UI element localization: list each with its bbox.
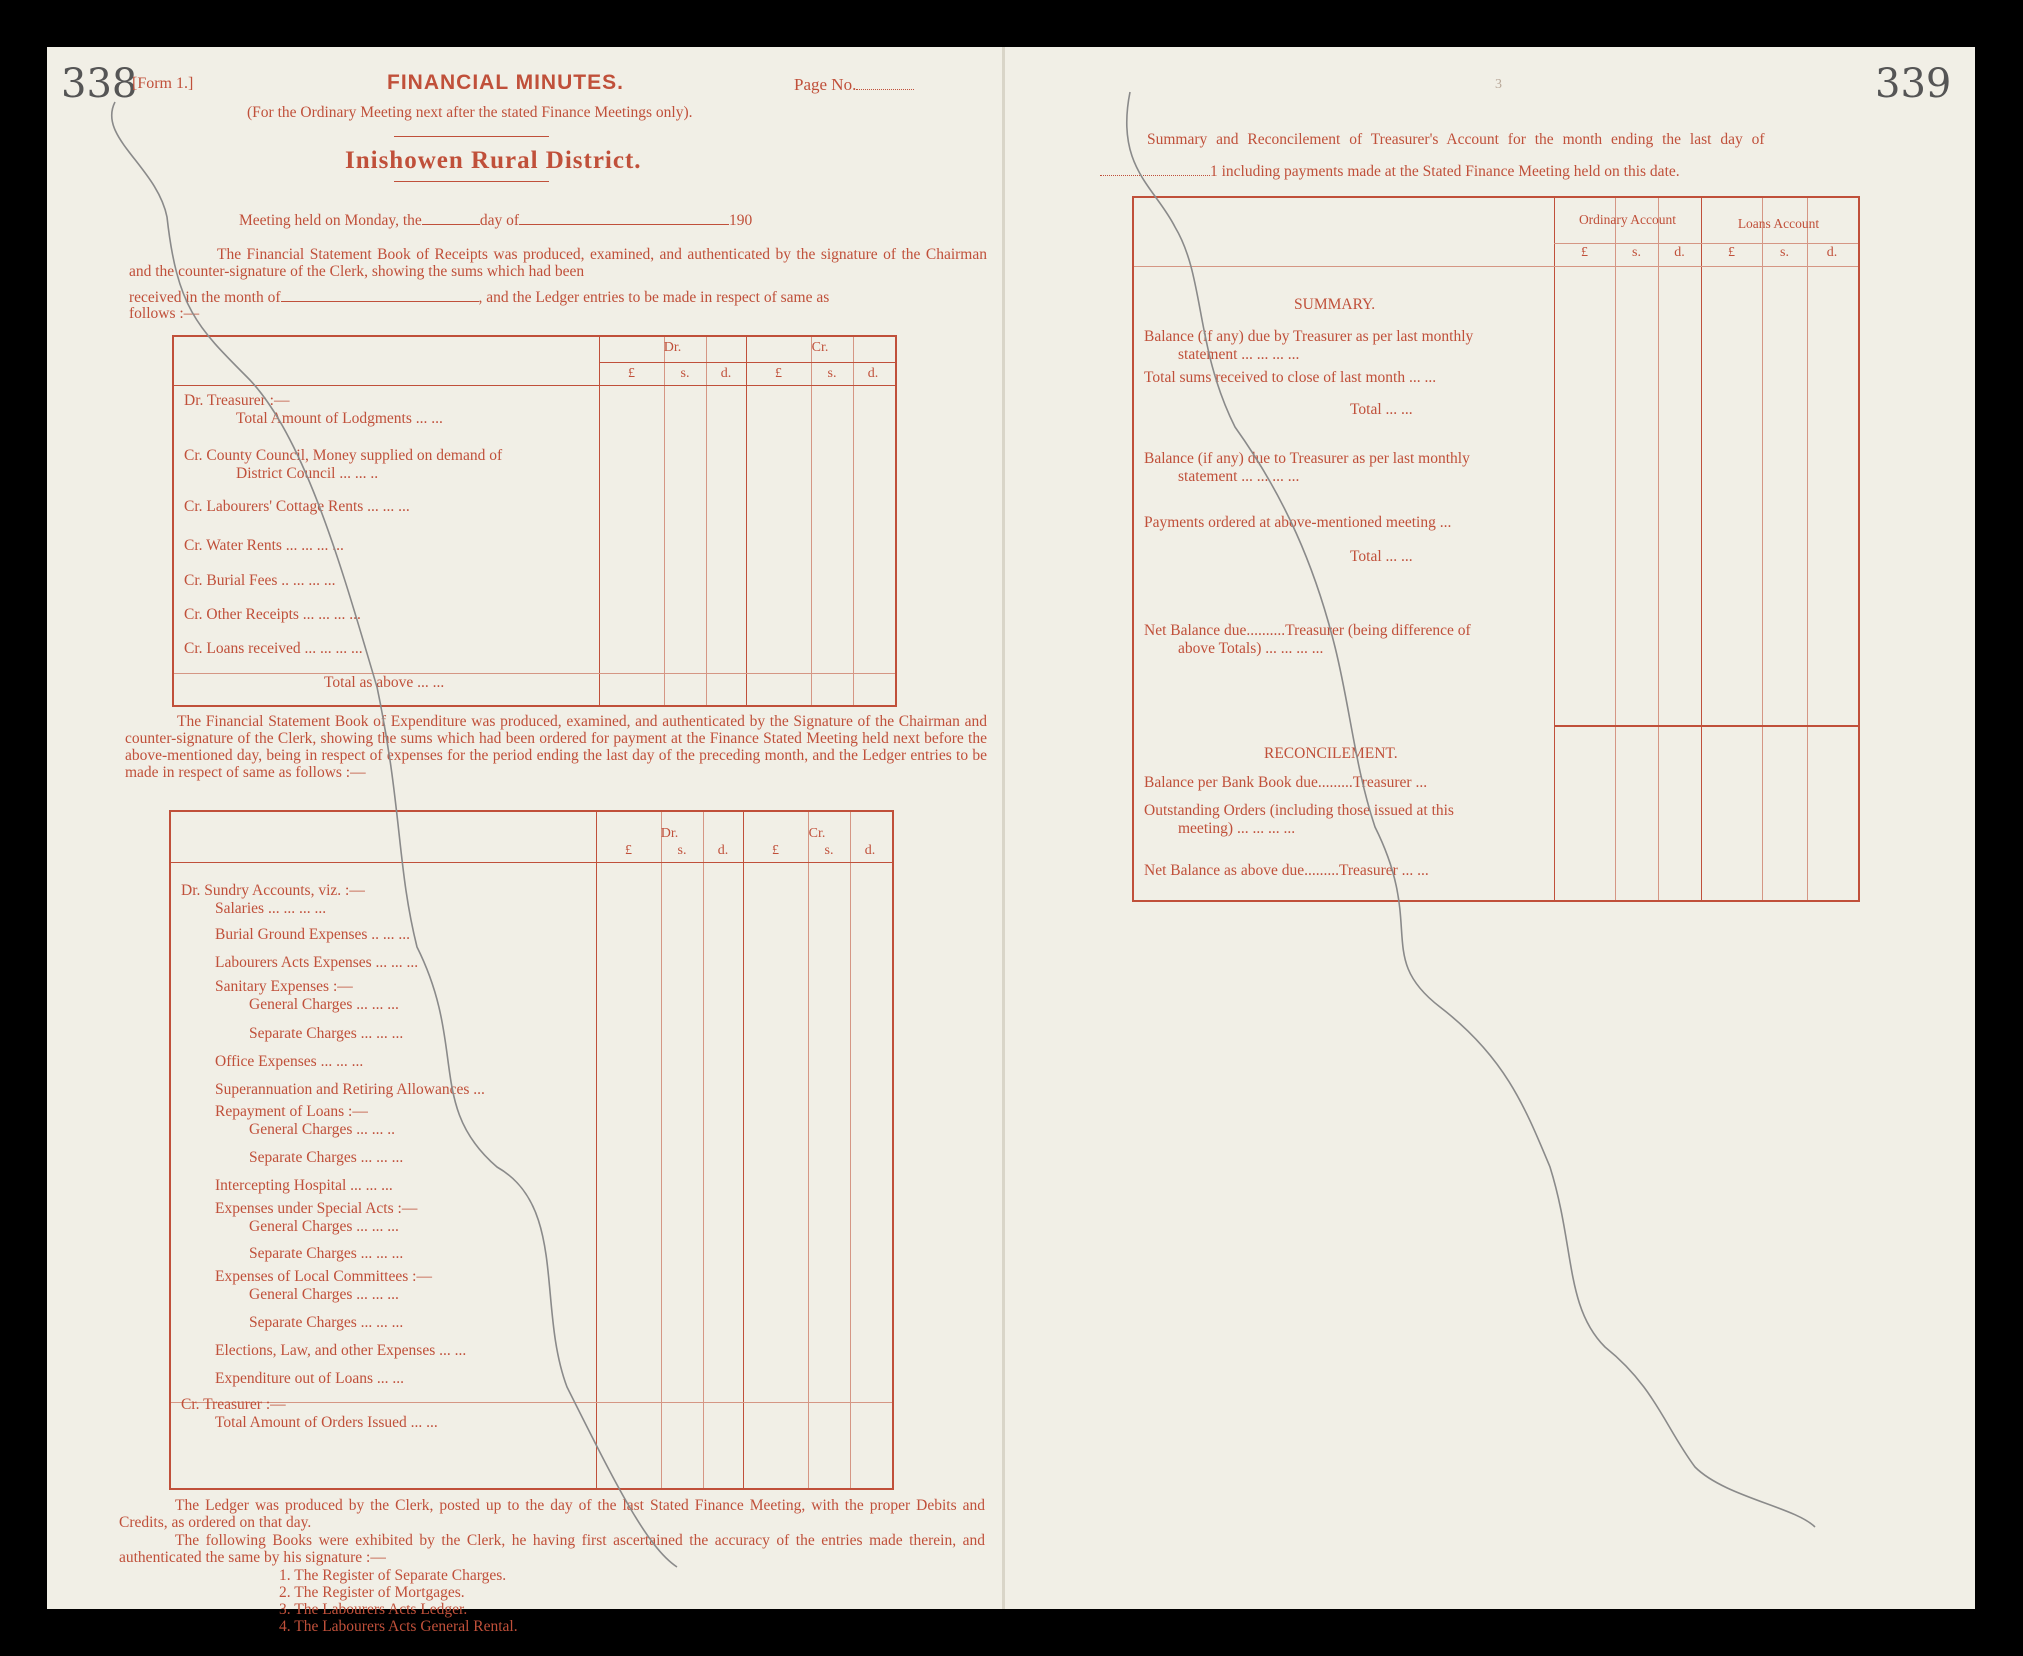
- district-title: Inishowen Rural District.: [345, 147, 642, 174]
- summary-heading: SUMMARY.: [1294, 296, 1376, 313]
- receipts-month-line: received in the month of , and the Ledger entries to be made in respect of same as: [129, 289, 830, 306]
- pounds-col: £: [775, 366, 782, 381]
- meeting-line: Meeting held on Monday, the day of 190: [239, 212, 753, 229]
- table-row-total: Total as above ... ...: [324, 674, 445, 691]
- shillings-col: s.: [824, 843, 834, 858]
- table-row: Intercepting Hospital ... ... ...: [215, 1177, 393, 1194]
- reconcilement-heading: RECONCILEMENT.: [1264, 745, 1398, 762]
- ledger-paragraph: The Ledger was produced by the Clerk, posted up to the day of the last Stated Finance Meeting, with the proper Debits and Credits, as ordered on that day.: [119, 1497, 985, 1531]
- table-row: Repayment of Loans :— General Charges ... ... ..: [215, 1103, 396, 1138]
- pounds-col: £: [1581, 245, 1588, 260]
- table-row: Expenditure out of Loans ... ...: [215, 1370, 404, 1387]
- shillings-col: s.: [1780, 245, 1789, 260]
- cr-header: Cr.: [811, 340, 829, 355]
- table-row: Office Expenses ... ... ...: [215, 1053, 364, 1070]
- pence-col: d.: [867, 366, 879, 381]
- table-row: Expenses under Special Acts :— General Charges ... ... ...: [215, 1200, 418, 1235]
- faint-page-number: 3: [1495, 77, 1502, 92]
- pence-col: d.: [864, 843, 876, 858]
- table-row: Dr. Sundry Accounts, viz. :— Salaries ... ... ... ...: [181, 882, 365, 917]
- pounds-col: £: [772, 843, 779, 858]
- pounds-col: £: [625, 843, 632, 858]
- pencil-cross-out-line: [1005, 47, 1975, 1609]
- expenditure-paragraph: The Financial Statement Book of Expenditure was produced, examined, and authenticated by the Signature of the Chairman and counter-signature of the Clerk, showing the sums which had been ordered for payment at the Finance Stated Meeting held next before the above-mentioned day, being in respect of expenses for the period ending the last day of the preceding month, and the Ledger entries to be made in respect of same as follows :—: [125, 713, 987, 781]
- loans-account-header: Loans Account: [1737, 216, 1820, 231]
- pounds-col: £: [628, 366, 635, 381]
- table-row: Dr. Treasurer :— Total Amount of Lodgments ... ...: [184, 392, 443, 427]
- page-subtitle: (For the Ordinary Meeting next after the stated Finance Meetings only).: [247, 104, 693, 121]
- table-row: Cr. Loans received ... ... ... ...: [184, 640, 363, 657]
- page-no-label: Page No.: [794, 75, 914, 95]
- table-row: Outstanding Orders (including those issued at this meeting) ... ... ... ...: [1144, 802, 1454, 837]
- right-page: [1005, 47, 1975, 1609]
- summary-paragraph: Summary and Reconcilement of Treasurer's Account for the month ending the last day of: [1147, 131, 1765, 148]
- receipts-follows: follows :—: [129, 305, 200, 322]
- table-row: Net Balance due..........Treasurer (being difference of above Totals) ... ... ... ...: [1144, 622, 1471, 657]
- table-row: Cr. Treasurer :— Total Amount of Orders Issued ... ...: [181, 1396, 438, 1431]
- book-item: 2. The Register of Mortgages.: [279, 1584, 465, 1601]
- table-row: Elections, Law, and other Expenses ... ...: [215, 1342, 467, 1359]
- summary-paragraph-cont: 1 including payments made at the Stated Finance Meeting held on this date.: [1100, 163, 1680, 181]
- pence-col: d.: [1674, 245, 1685, 260]
- book-item: 1. The Register of Separate Charges.: [279, 1567, 507, 1584]
- left-page: [47, 47, 1002, 1635]
- table-row: Net Balance as above due.........Treasurer ... ...: [1144, 862, 1429, 879]
- pencil-cross-out-line: [47, 47, 1002, 1609]
- table-row: Separate Charges ... ... ...: [249, 1025, 404, 1042]
- form-label: [Form 1.]: [132, 75, 194, 92]
- book-item: 3. The Labourers Acts Ledger.: [279, 1601, 468, 1618]
- cr-header: Cr.: [808, 826, 826, 841]
- table-row: Labourers Acts Expenses ... ... ...: [215, 954, 419, 971]
- shillings-col: s.: [677, 843, 687, 858]
- page-number: 338: [61, 61, 138, 107]
- table-row: Burial Ground Expenses .. ... ...: [215, 926, 411, 943]
- table-row: Cr. Burial Fees .. ... ... ...: [184, 572, 336, 589]
- table-row: Cr. Labourers' Cottage Rents ... ... ...: [184, 498, 410, 515]
- books-paragraph: The following Books were exhibited by the Clerk, he having first ascertained the accuracy of the entries made therein, and authenticated the same by his signature :—: [119, 1532, 985, 1566]
- pence-col: d.: [1826, 245, 1838, 260]
- table-row: Payments ordered at above-mentioned meeting ...: [1144, 514, 1452, 531]
- table-row: Separate Charges ... ... ...: [249, 1245, 404, 1262]
- table-row-total: Total ... ...: [1350, 548, 1413, 565]
- table-row: Balance per Bank Book due.........Treasurer ...: [1144, 774, 1428, 791]
- table-row: Sanitary Expenses :— General Charges ... ... ...: [215, 978, 399, 1013]
- table-row-total: Total ... ...: [1350, 401, 1413, 418]
- receipts-paragraph: The Financial Statement Book of Receipts was produced, examined, and authenticated by the signature of the Chairman and the counter-signature of the Clerk, showing the sums which had been: [129, 246, 987, 280]
- shillings-col: s.: [827, 366, 837, 381]
- dr-header: Dr.: [660, 826, 679, 841]
- dr-header: Dr.: [663, 340, 682, 355]
- page-header: FINANCIAL MINUTES.: [387, 71, 624, 94]
- pence-col: d.: [717, 843, 729, 858]
- ordinary-account-header: Ordinary Account: [1578, 212, 1677, 227]
- book-item: 4. The Labourers Acts General Rental.: [279, 1618, 518, 1635]
- shillings-col: s.: [1632, 245, 1641, 260]
- table-row: Balance (if any) due to Treasurer as per last monthly statement ... ... ... ...: [1144, 450, 1470, 485]
- table-row: Superannuation and Retiring Allowances ...: [215, 1081, 485, 1098]
- pence-col: d.: [720, 366, 732, 381]
- table-row: Cr. Other Receipts ... ... ... ...: [184, 606, 361, 623]
- page-number: 339: [1875, 61, 1952, 107]
- pounds-col: £: [1728, 245, 1735, 260]
- table-row: Cr. County Council, Money supplied on demand of District Council ... ... ..: [184, 447, 503, 482]
- table-row: Separate Charges ... ... ...: [249, 1314, 404, 1331]
- table-row: Expenses of Local Committees :— General Charges ... ... ...: [215, 1268, 432, 1303]
- table-row: Cr. Water Rents ... ... ... ...: [184, 537, 344, 554]
- shillings-col: s.: [680, 366, 690, 381]
- table-row: Separate Charges ... ... ...: [249, 1149, 404, 1166]
- table-row: Balance (if any) due by Treasurer as per last monthly statement ... ... ... ...: [1144, 328, 1474, 363]
- table-row: Total sums received to close of last month ... ...: [1144, 369, 1437, 386]
